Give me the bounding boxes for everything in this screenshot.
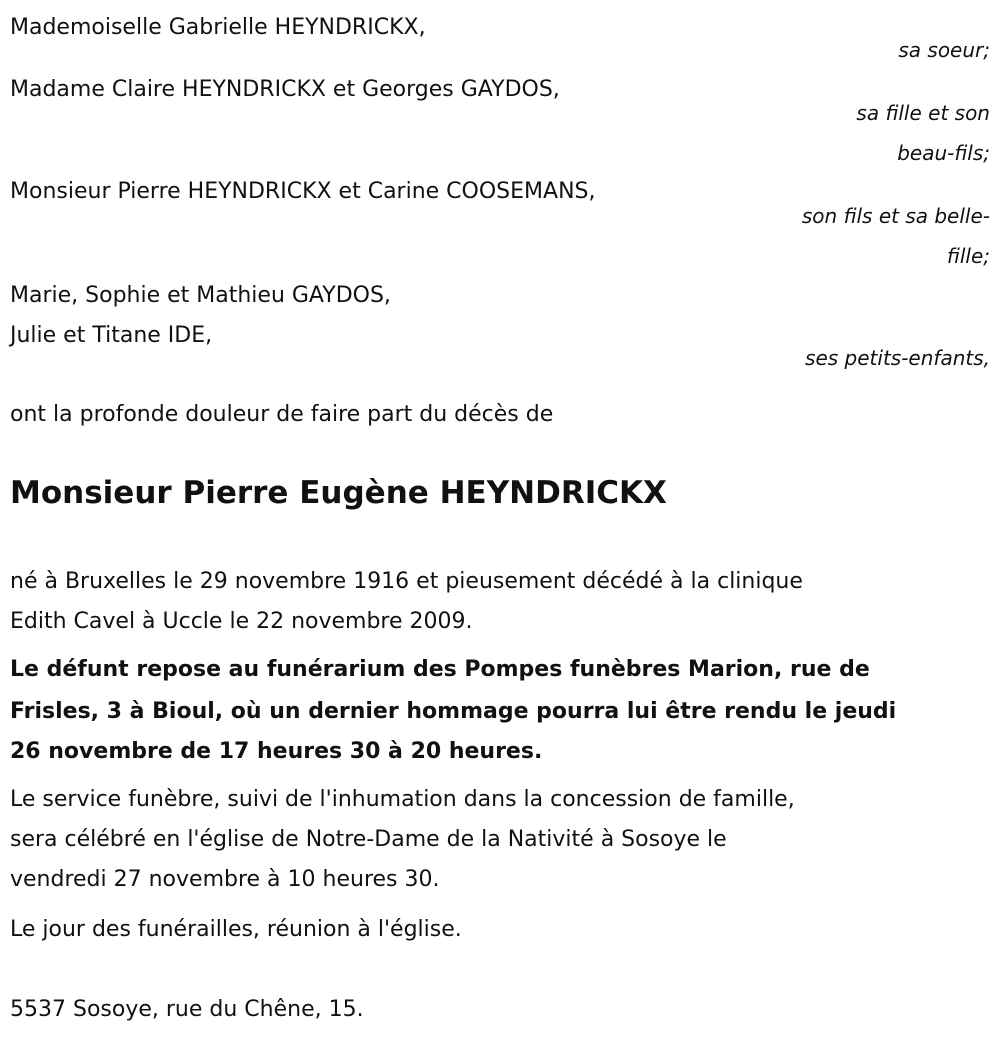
- service-line-3: vendredi 27 novembre à 10 heures 30.: [10, 867, 440, 892]
- birth-line-2: Edith Cavel à Uccle le 22 novembre 2009.: [10, 609, 473, 634]
- family-name-5: Julie et Titane IDE,: [10, 323, 213, 348]
- relation-5: ses petits-enfants,: [805, 346, 990, 370]
- relation-2b: beau-fils;: [897, 141, 990, 165]
- relation-3a: son fils et sa belle-: [801, 204, 990, 228]
- relation-3b: fille;: [946, 244, 990, 268]
- visitation-line-3: 26 novembre de 17 heures 30 à 20 heures.: [10, 739, 543, 764]
- address: 5537 Sosoye, rue du Chêne, 15.: [10, 997, 364, 1022]
- family-name-4: Marie, Sophie et Mathieu GAYDOS,: [10, 283, 391, 308]
- intro-text: ont la profonde douleur de faire part du décès de: [10, 402, 554, 427]
- relation-1: sa soeur;: [898, 38, 990, 62]
- deceased-name: Monsieur Pierre Eugène HEYNDRICKX: [10, 475, 667, 511]
- meeting-text: Le jour des funérailles, réunion à l'église.: [10, 917, 462, 942]
- family-name-2: Madame Claire HEYNDRICKX et Georges GAYDOS,: [10, 77, 560, 102]
- birth-line-1: né à Bruxelles le 29 novembre 1916 et pieusement décédé à la clinique: [10, 569, 803, 594]
- relation-2a: sa fille et son: [856, 101, 990, 125]
- family-name-3: Monsieur Pierre HEYNDRICKX et Carine COOSEMANS,: [10, 179, 596, 204]
- visitation-line-2: Frisles, 3 à Bioul, où un dernier hommage pourra lui être rendu le jeudi: [10, 699, 897, 724]
- visitation-line-1: Le défunt repose au funérarium des Pompes funèbres Marion, rue de: [10, 657, 870, 682]
- service-line-1: Le service funèbre, suivi de l'inhumation dans la concession de famille,: [10, 787, 795, 812]
- service-line-2: sera célébré en l'église de Notre-Dame de la Nativité à Sosoye le: [10, 827, 727, 852]
- family-name-1: Mademoiselle Gabrielle HEYNDRICKX,: [10, 15, 426, 40]
